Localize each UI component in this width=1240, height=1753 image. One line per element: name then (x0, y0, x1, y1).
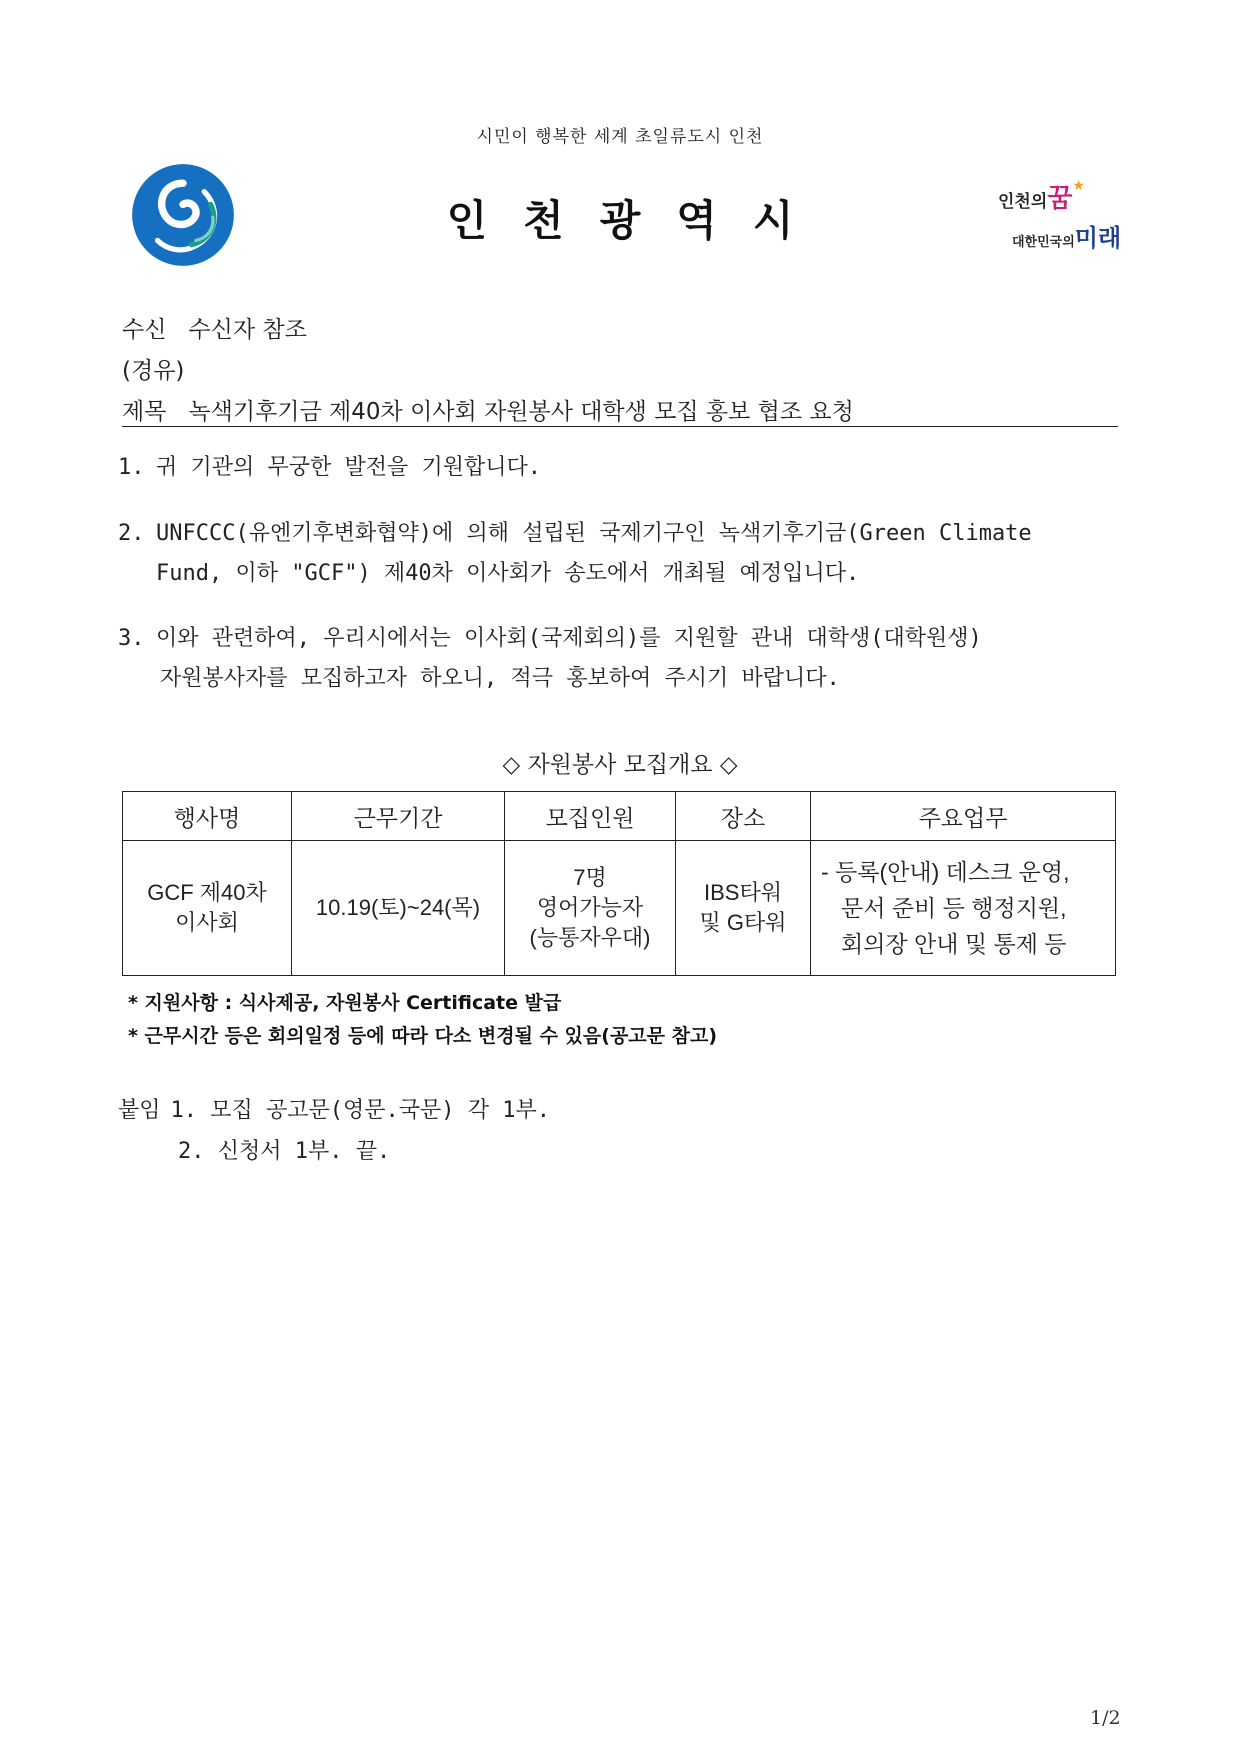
duties-line2: 문서 준비 등 행정지원, (841, 895, 1067, 921)
attachment-label: 붙임 (118, 1098, 161, 1123)
subject-label: 제목 (122, 399, 167, 425)
col-header-venue: 장소 (676, 792, 811, 841)
page-number: 1/2 (1090, 1707, 1121, 1729)
paragraph-3-line1: 이와 관련하여, 우리시에서는 이사회(국제회의)를 지원할 관내 대학생(대학원생) (156, 626, 982, 651)
venue-line2: 및 G타워 (699, 910, 787, 935)
venue-line1: IBS타워 (704, 880, 782, 905)
attachment-item-2: 2. 신청서 1부. 끝. (178, 1139, 391, 1164)
event-line1: GCF 제40차 (147, 880, 267, 905)
paragraph-2 (118, 514, 1128, 594)
paragraph-1-number: 1. (118, 455, 145, 480)
subject-line (122, 393, 854, 426)
slogan: 시민이 행복한 세계 초일류도시 인천 (476, 127, 764, 147)
recruitment-table (122, 791, 1116, 976)
recruits-line3: (능통자우대) (529, 925, 651, 950)
col-header-period: 근무기간 (292, 792, 505, 841)
cell-recruits (505, 841, 676, 976)
paragraph-3 (118, 619, 1128, 699)
table-header-row (123, 792, 1116, 841)
duties-line1: - 등록(안내) 데스크 운영, (821, 859, 1070, 885)
duties-line3: 회의장 안내 및 통제 등 (841, 931, 1067, 957)
recruitment-summary-title: ◇ 자원봉사 모집개요 ◇ (502, 752, 738, 778)
attachment-line1 (118, 1093, 550, 1124)
col-header-recruits: 모집인원 (505, 792, 676, 841)
brand-logo-line1: 인천의 (998, 192, 1048, 212)
header-divider (122, 426, 1118, 427)
cell-event (123, 841, 292, 976)
via-line: (경유) (122, 358, 185, 384)
cell-period: 10.19(토)~24(목) (292, 841, 505, 976)
brand-logo-accent2: 미래 (1074, 224, 1122, 252)
subject-value: 녹색기후기금 제40차 이사회 자원봉사 대학생 모집 홍보 협조 요청 (188, 399, 854, 425)
paragraph-2-line1: UNFCCC(유엔기후변화협약)에 의해 설립된 국제기구인 녹색기후기금(Green Climate (156, 521, 1032, 546)
brand-logo-accent1: 꿈 (1047, 184, 1073, 214)
note-schedule: * 근무시간 등은 회의일정 등에 따라 다소 변경될 수 있음(공고문 참고) (128, 1025, 718, 1047)
recipient-label: 수신 (122, 317, 167, 343)
organization-name: 인천광역시 (446, 196, 830, 245)
recipient-line (122, 311, 307, 344)
recruits-line1: 7명 (573, 865, 607, 890)
recruits-line2: 영어가능자 (536, 895, 644, 920)
brand-slogan-logo (998, 172, 1124, 250)
brand-logo-line2: 대한민국의 (1012, 235, 1075, 250)
paragraph-2-number: 2. (118, 521, 145, 546)
col-header-event: 행사명 (123, 792, 292, 841)
col-header-duties: 주요업무 (811, 792, 1116, 841)
paragraph-2-line2: Fund, 이하 "GCF") 제40차 이사회가 송도에서 개최될 예정입니다. (156, 561, 860, 586)
cell-duties (811, 841, 1116, 976)
paragraph-3-number: 3. (118, 626, 145, 651)
recipient-value: 수신자 참조 (188, 317, 307, 343)
table-row (123, 841, 1116, 976)
attachment-item-1: 1. 모집 공고문(영문.국문) 각 1부. (170, 1098, 550, 1123)
cell-venue (676, 841, 811, 976)
event-line2: 이사회 (175, 910, 239, 935)
paragraph-1 (118, 448, 1128, 488)
paragraph-1-text: 귀 기관의 무궁한 발전을 기원합니다. (156, 455, 542, 480)
note-support: * 지원사항 : 식사제공, 자원봉사 Certificate 발급 (128, 992, 562, 1014)
star-icon: ★ (1072, 178, 1085, 194)
paragraph-3-line2: 자원봉사자를 모집하고자 하오니, 적극 홍보하여 주시기 바랍니다. (160, 666, 840, 691)
